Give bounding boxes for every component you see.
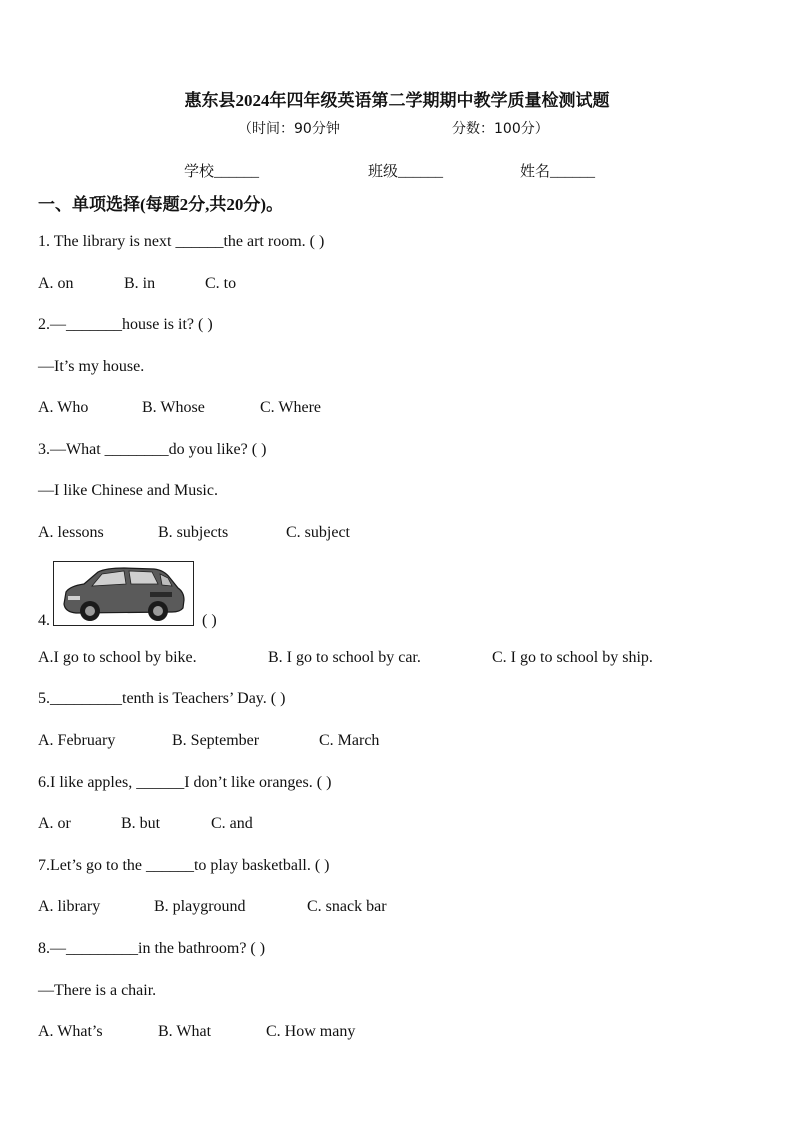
q1-option-a: A. on [38, 275, 74, 292]
q3-option-c: C. subject [286, 524, 350, 541]
q1-option-c: C. to [205, 275, 237, 292]
question-5-stem: 5._________tenth is Teachers’ Day. ( ) [38, 690, 286, 707]
q6-option-c: C. and [211, 815, 253, 832]
q4-option-a: A.I go to school by bike. [38, 649, 197, 666]
class-field: 班级______ [368, 164, 444, 180]
name-field: 姓名______ [520, 164, 596, 180]
q1-option-b: B. in [124, 275, 156, 292]
q2-option-c: C. Where [260, 399, 322, 416]
q5-option-b: B. September [172, 732, 260, 749]
q2-option-b: B. Whose [142, 399, 205, 416]
question-2-answer-line: —It’s my house. [38, 358, 145, 375]
car-picture [53, 561, 194, 626]
q3-option-b: B. subjects [158, 524, 229, 541]
exam-score: 分数：100分） [452, 121, 549, 137]
q6-option-b: B. but [121, 815, 161, 832]
question-4-number: 4. [38, 612, 50, 629]
q6-option-a: A. or [38, 815, 71, 832]
q5-option-a: A. February [38, 732, 116, 749]
q7-option-a: A. library [38, 898, 101, 915]
question-6-stem: 6.I like apples, ______I don’t like oranges. ( ) [38, 774, 332, 791]
question-3-stem: 3.—What ________do you like? ( ) [38, 441, 267, 458]
question-7-stem: 7.Let’s go to the ______to play basketball. ( ) [38, 857, 330, 874]
question-4-bracket: ( ) [202, 612, 217, 629]
q4-option-b: B. I go to school by car. [268, 649, 421, 666]
question-2-stem: 2.—_______house is it? ( ) [38, 316, 213, 333]
q7-option-c: C. snack bar [307, 898, 387, 915]
question-8-answer-line: —There is a chair. [38, 982, 157, 999]
q8-option-b: B. What [158, 1023, 212, 1040]
exam-time: （时间：90分钟 [238, 121, 340, 137]
school-field: 学校______ [184, 164, 260, 180]
q7-option-b: B. playground [154, 898, 246, 915]
question-3-answer-line: —I like Chinese and Music. [38, 482, 218, 499]
question-1-stem: 1. The library is next ______the art room. ( ) [38, 233, 325, 250]
q5-option-c: C. March [319, 732, 380, 749]
page-title: 惠东县2024年四年级英语第二学期期中教学质量检测试题 [184, 91, 610, 110]
q4-option-c: C. I go to school by ship. [492, 649, 653, 666]
q8-option-a: A. What’s [38, 1023, 103, 1040]
q8-option-c: C. How many [266, 1023, 356, 1040]
q2-option-a: A. Who [38, 399, 89, 416]
car-icon [54, 562, 193, 625]
section-heading: 一、单项选择(每题2分,共20分)。 [38, 195, 284, 214]
question-8-stem: 8.—_________in the bathroom? ( ) [38, 940, 266, 957]
q3-option-a: A. lessons [38, 524, 104, 541]
